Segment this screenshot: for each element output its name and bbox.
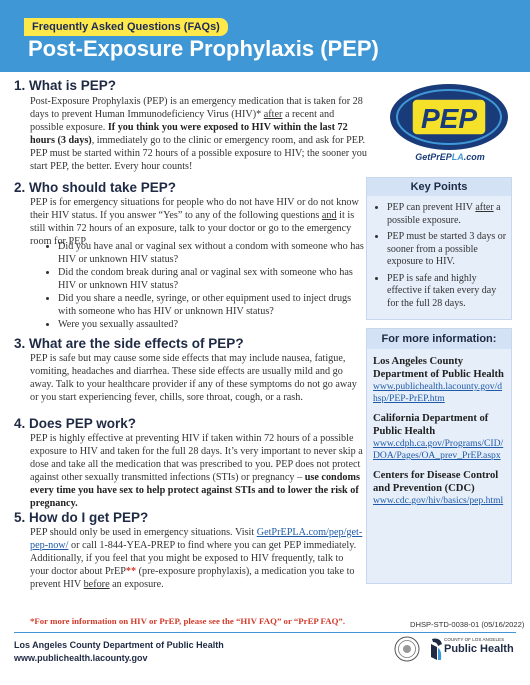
footnote: *For more information on HIV or PrEP, please see the “HIV FAQ” or “PrEP FAQ”. — [30, 616, 346, 626]
list-item: • Were you sexually assaulted? — [58, 318, 364, 331]
section-heading-who-should-take: 2. Who should take PEP? — [14, 180, 177, 195]
document-id: DHSP-STD-0038-01 (05/16/2022) — [410, 620, 525, 629]
section-body-does-pep-work: PEP is highly effective at preventing HIV if taken within 72 hours of a possible exposure to HIV and taken for the full 28 days. It’s very important to never skip a dose and take all the medication that was prescribed to you. PEP does not protect against other sexually transmitted infections (STIs) or pregnancy – use condoms every time you have sex to help protect against STIs and to lower the risk of pregnancy. — [30, 433, 363, 509]
faq-tag: Frequently Asked Questions (FAQs) — [24, 18, 228, 36]
section-heading-does-pep-work: 4. Does PEP work? — [14, 416, 137, 431]
getprepla-site: GetPrEPLA.com — [415, 152, 485, 162]
key-points-box — [366, 177, 512, 320]
more-info-box — [366, 328, 512, 584]
key-points-title: Key Points — [367, 178, 511, 196]
footer-url[interactable]: www.publichealth.lacounty.gov — [14, 653, 148, 663]
info-org-cdph: California Department of Public Health — [373, 413, 489, 437]
section-heading-what-is-pep: 1. What is PEP? — [14, 78, 117, 93]
key-point-item: • PEP is safe and highly effective if taken every day for the full 28 days. — [387, 273, 507, 311]
more-info-title: For more information: — [367, 329, 511, 349]
section-heading-how-to-get: 5. How do I get PEP? — [14, 510, 149, 525]
county-seal-icon — [394, 636, 420, 662]
list-item: • Did you share a needle, syringe, or other equipment used to inject drugs with someone who has HIV or unknown HIV status? — [58, 292, 364, 318]
footer-divider — [14, 632, 516, 633]
key-point-item: • PEP must be started 3 days or sooner from a possible exposure to HIV. — [387, 231, 507, 269]
header-banner — [0, 0, 530, 72]
public-health-logo-text: Public Health — [444, 643, 514, 655]
page-title: Post-Exposure Prophylaxis (PEP) — [28, 36, 379, 61]
key-points-list — [367, 196, 511, 310]
info-link-lacdph[interactable]: www.publichealth.lacounty.gov/dhsp/PEP-PrEP.htm — [373, 381, 503, 404]
info-link-cdph[interactable]: www.cdph.ca.gov/Programs/CID/DOA/Pages/OA_prev_PrEP.aspx — [373, 438, 504, 461]
key-point-item: • PEP can prevent HIV after a possible exposure. — [387, 202, 507, 227]
section-body-who-should-take: PEP is for emergency situations for people who do not have HIV or do not know their HIV status. If you answer “Yes” to any of the following questions and it is still within 72 hours of an exposure, talk to your doctor or go to the emergency room for PEP. — [30, 197, 359, 247]
list-item: • Did you have anal or vaginal sex without a condom with someone who has HIV or unknown HIV status? — [58, 240, 364, 266]
exposure-question-list — [44, 240, 364, 331]
info-link-cdc[interactable]: www.cdc.gov/hiv/basics/pep.html — [373, 495, 504, 506]
info-org-cdc: Centers for Disease Control and Prevention (CDC) — [373, 470, 499, 494]
section-heading-side-effects: 3. What are the side effects of PEP? — [14, 336, 244, 351]
section-body-how-to-get: PEP should only be used in emergency situations. Visit GetPrEPLA.com/pep/get-pep-now/ or call 1-844-YEA-PREP to find where you can get PEP immediately. Additionally, if you feel that you might be exposed to HIV frequently, talk to your doctor about PrEP** (pre-exposure prophylaxis), a medication you take to prevent HIV before an exposure. — [30, 527, 363, 590]
pep-logo — [388, 82, 510, 152]
section-body-what-is-pep: Post-Exposure Prophylaxis (PEP) is an emergency medication that is taken for 28 days to prevent Human Immunodeficiency Virus (HIV)* after a recent and possible exposure. If you think you were exposed to HIV within the last 72 hours (3 days), immediately go to the clinic or emergency room, and ask for PEP. PEP must be started within 72 hours of a possible exposure to HIV; the sooner you start PEP, the better. Every hour counts! — [30, 96, 367, 172]
info-org-lacdph: Los Angeles County Department of Public Health — [373, 356, 504, 380]
list-item: • Did the condom break during anal or vaginal sex with someone who has HIV or unknown HIV status? — [58, 266, 364, 292]
pep-logo-text: PEP — [420, 103, 478, 134]
section-body-side-effects: PEP is safe but may cause some side effects that may include nausea, fatigue, vomiting, headaches and diarrhea. These side effects are usually mild and go away. Talk to your healthcare provider if any of these symptoms do not go away or you start experiencing fever, chills, sore throat, cough, or a rash. — [30, 353, 357, 403]
getprepla-link[interactable]: GetPrEPLA.com/pep/get-pep-now/ — [30, 527, 363, 551]
public-health-logo-county: COUNTY OF LOS ANGELES — [444, 637, 505, 642]
footer-org: Los Angeles County Department of Public Health — [14, 640, 224, 650]
